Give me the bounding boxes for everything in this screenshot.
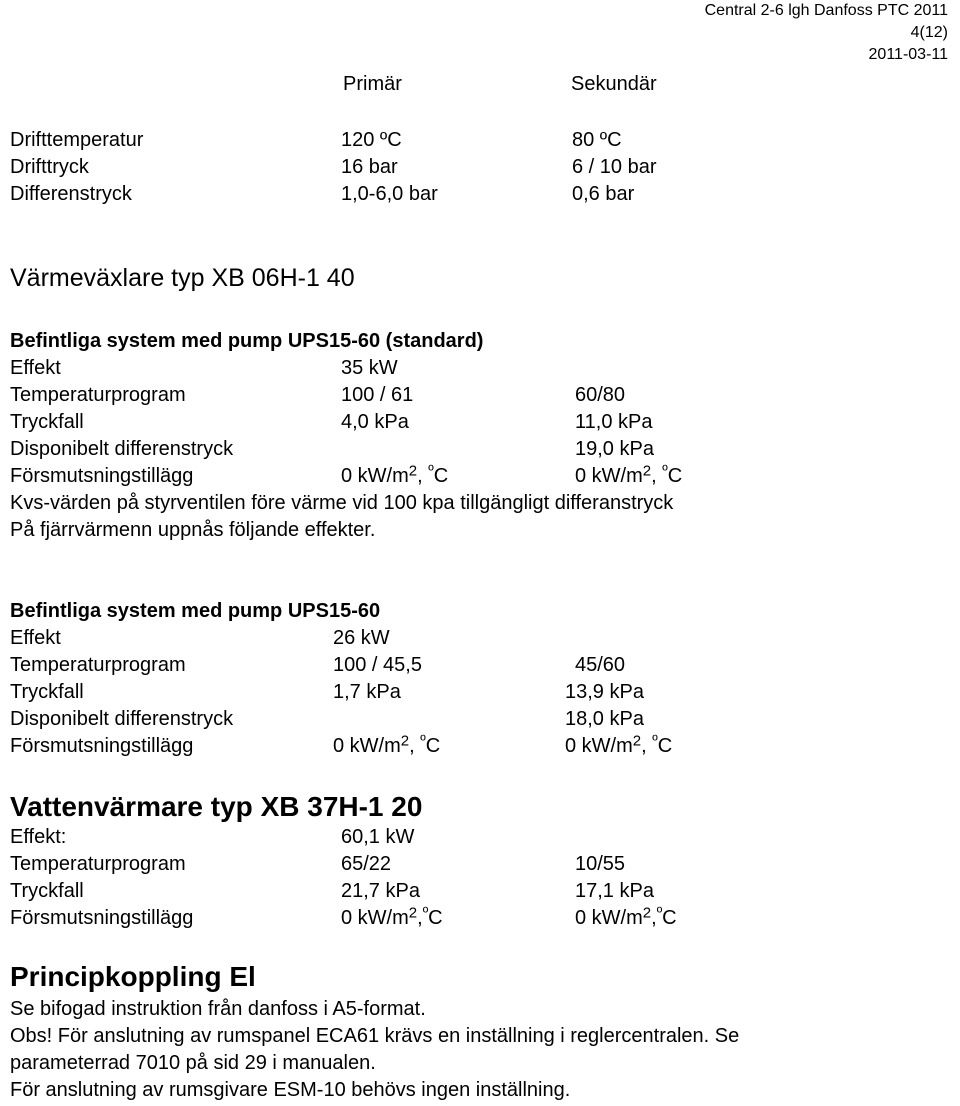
row-primary-value: 0 $kW/m^2,^ºC$ (341, 904, 443, 929)
principle-line: För anslutning av rumsgivare ESM-10 behövs ingen inställning. (10, 1079, 571, 1101)
unit-celsius: C (433, 465, 449, 487)
row-secondary-value: 11,0 kPa (575, 411, 653, 433)
row-label: Disponibelt differenstryck (10, 708, 234, 730)
row-secondary-value: 0 $kW/m^2$, $^º$C (565, 732, 673, 757)
unit-text: 0 kW/m (575, 465, 643, 487)
row-secondary-value: 0 $kW/m^2$, $^º$C (575, 462, 683, 487)
unit-celsius: C (428, 907, 443, 929)
row-label: Tryckfall (10, 880, 84, 902)
unit-celsius: C (425, 735, 441, 757)
row-label: Drifttryck (10, 156, 89, 178)
degree-symbol: º (420, 732, 426, 750)
unit-exponent: 2 (642, 462, 652, 480)
row-label: Försmutsningstillägg (10, 907, 194, 929)
unit-text: 0 kW/m (341, 907, 409, 929)
system-b-heading: Befintliga system med pump UPS15-60 (10, 600, 381, 622)
unit-celsius: C (667, 465, 683, 487)
unit-text: 0 kW/m (575, 907, 643, 929)
unit-exponent: 2 (642, 904, 652, 922)
row-label: Tryckfall (10, 681, 84, 703)
district-heating-text: På fjärrvärmenn uppnås följande effekter. (10, 519, 376, 541)
row-secondary-value: 45/60 (575, 654, 626, 676)
column-header-primary: Primär (343, 73, 402, 95)
degree-symbol: º (428, 462, 434, 480)
column-header-secondary: Sekundär (571, 73, 657, 95)
row-primary-value: 1,7 kPa (333, 681, 401, 703)
row-label: Disponibelt differenstryck (10, 438, 234, 460)
row-label: Tryckfall (10, 411, 84, 433)
degree-symbol: º (652, 732, 658, 750)
unit-exponent: 2 (400, 732, 410, 750)
row-primary-value: 16 bar (341, 156, 398, 178)
row-primary-value: 120 ºC (341, 129, 402, 151)
row-secondary-value: 60/80 (575, 384, 626, 406)
unit-text: 0 kW/m (341, 465, 409, 487)
row-label: Temperaturprogram (10, 853, 186, 875)
principle-line: Obs! För anslutning av rumspanel ECA61 krävs en inställning i reglercentralen. Se (10, 1025, 740, 1047)
row-primary-value: 1,0-6,0 bar (341, 183, 438, 205)
row-label: Differenstryck (10, 183, 132, 205)
header-title: Central 2-6 lgh Danfoss PTC 2011 (704, 2, 948, 19)
kvs-text: Kvs-värden på styrventilen före värme vid 100 kpa tillgängligt differanstryck (10, 492, 674, 514)
row-label: Temperaturprogram (10, 654, 186, 676)
row-label: Försmutsningstillägg (10, 735, 194, 757)
unit-celsius: C (657, 735, 673, 757)
row-primary-value: 26 kW (333, 627, 390, 649)
row-primary-value: 35 kW (341, 357, 398, 379)
row-label: Effekt (10, 627, 61, 649)
water-heater-title: Vattenvärmare typ XB 37H-1 20 (10, 791, 423, 822)
heat-exchanger-title: Värmeväxlare typ XB 06H-1 40 (10, 264, 355, 292)
row-label: Temperaturprogram (10, 384, 186, 406)
row-label: Drifttemperatur (10, 129, 144, 151)
row-secondary-value: 6 / 10 bar (572, 156, 657, 178)
row-secondary-value: 19,0 kPa (575, 438, 654, 460)
unit-exponent: 2 (632, 732, 642, 750)
row-label: Effekt (10, 357, 61, 379)
row-primary-value: 100 / 61 (341, 384, 414, 406)
principle-title: Principkoppling El (10, 961, 256, 992)
row-label: Effekt: (10, 826, 67, 848)
degree-symbol: º (422, 904, 429, 922)
row-primary-value: 0 $kW/m^2$, $^º$C (341, 462, 449, 487)
row-secondary-value: 17,1 kPa (575, 880, 654, 902)
row-secondary-value: 13,9 kPa (565, 681, 644, 703)
unit-text: 0 kW/m (333, 735, 401, 757)
header-date: 2011-03-11 (868, 46, 948, 63)
row-secondary-value: 0,6 bar (572, 183, 635, 205)
degree-symbol: º (656, 904, 663, 922)
row-primary-value: 60,1 kW (341, 826, 415, 848)
row-label: Försmutsningstillägg (10, 465, 194, 487)
principle-line: parameterrad 7010 på sid 29 i manualen. (10, 1052, 376, 1074)
header-page-number: 4(12) (910, 24, 948, 41)
principle-line: Se bifogad instruktion från danfoss i A5-format. (10, 998, 426, 1020)
unit-text: 0 kW/m (565, 735, 633, 757)
row-secondary-value: 80 ºC (572, 129, 622, 151)
row-primary-value: 100 / 45,5 (333, 654, 422, 676)
row-secondary-value: 10/55 (575, 853, 626, 875)
unit-celsius: C (662, 907, 677, 929)
row-primary-value: 65/22 (341, 853, 392, 875)
row-secondary-value: 0 $kW/m^2,^ºC$ (575, 904, 677, 929)
unit-exponent: 2 (408, 904, 418, 922)
row-primary-value: 0 $kW/m^2$, $^º$C (333, 732, 441, 757)
system-a-heading: Befintliga system med pump UPS15-60 (standard) (10, 330, 484, 352)
row-primary-value: 21,7 kPa (341, 880, 420, 902)
row-primary-value: 4,0 kPa (341, 411, 409, 433)
row-secondary-value: 18,0 kPa (565, 708, 644, 730)
unit-exponent: 2 (408, 462, 418, 480)
degree-symbol: º (662, 462, 668, 480)
